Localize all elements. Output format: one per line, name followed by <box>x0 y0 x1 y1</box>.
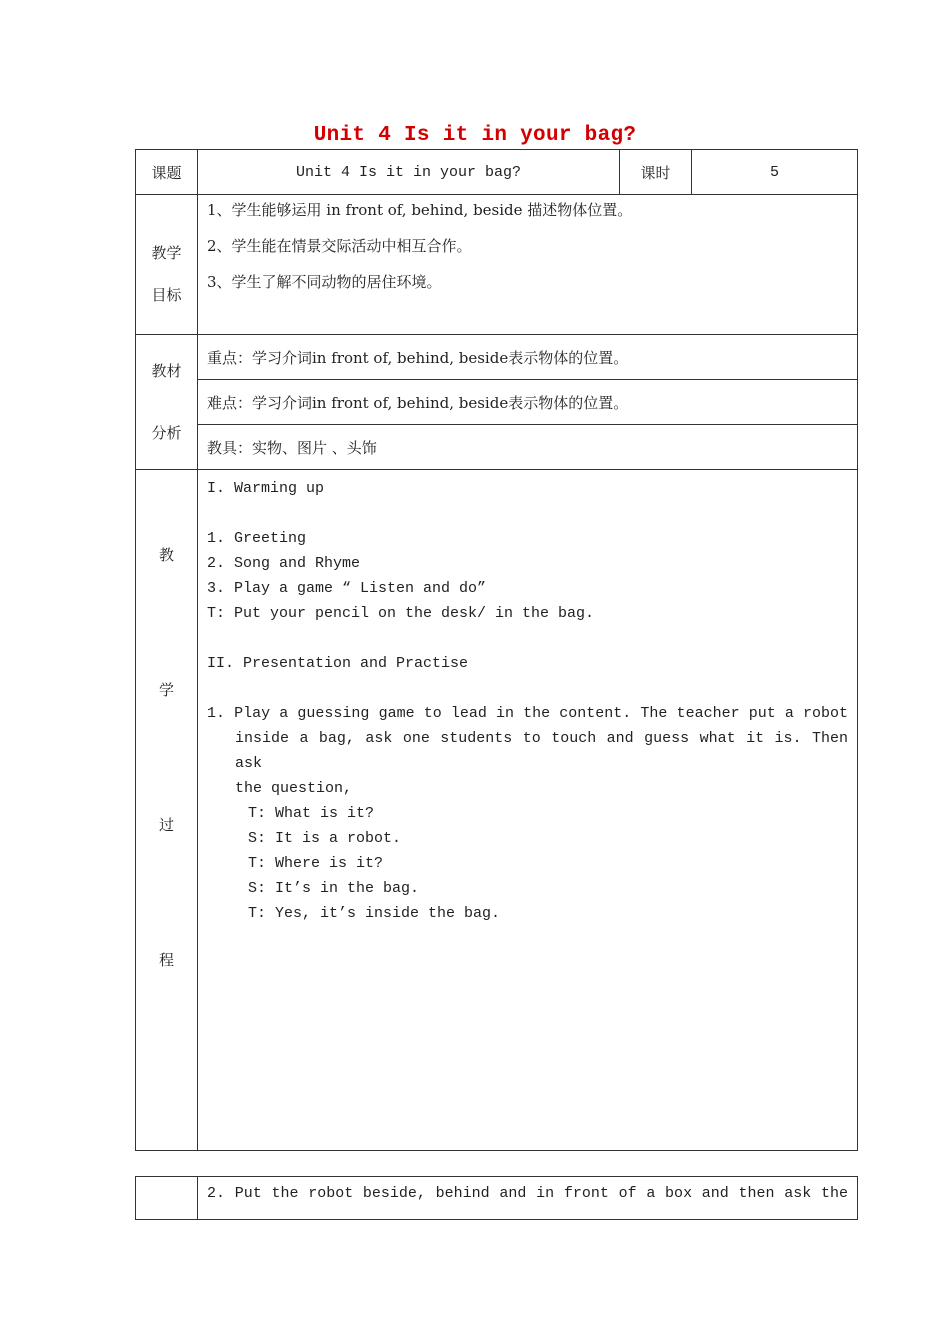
analysis-label <box>136 335 198 470</box>
process-label-char: 过 <box>158 816 174 834</box>
objectives-list <box>198 195 858 335</box>
dialogue-line: S: It’s in the bag. <box>248 880 420 897</box>
continuation-table <box>135 1176 858 1220</box>
step-text: 2. Put the robot beside, behind and in front of a box and then ask the <box>207 1185 848 1202</box>
document-title: Unit 4 Is it in your bag? <box>313 124 637 147</box>
objectives-label-top: 教学 <box>151 243 182 262</box>
key-point: 重点：学习介词in front of, behind, beside表示物体的位置。 <box>198 335 858 380</box>
step-text: the question, <box>235 780 353 797</box>
step-text: inside a bag, ask one students to touch and guess what it is. Then ask <box>235 730 848 772</box>
dialogue-line: T: Where is it? <box>248 855 384 872</box>
analysis-label-bottom: 分析 <box>151 424 182 442</box>
objective-item: 2、学生能在情景交际活动中相互合作。 <box>207 237 472 255</box>
continuation-cell <box>198 1177 858 1220</box>
blank-line <box>207 626 848 651</box>
teaching-tools: 教具：实物、图片 、头饰 <box>198 425 858 470</box>
list-item: T: Put your pencil on the desk/ in the bag. <box>207 605 595 622</box>
period-value: 5 <box>692 150 858 195</box>
list-item: 3. Play a game “ Listen and do” <box>207 580 487 597</box>
dialogue-line: T: What is it? <box>248 805 375 822</box>
step-text: 1. Play a guessing game to lead in the content. The teacher put a robot <box>207 705 848 722</box>
dialogue-line: S: It is a robot. <box>248 830 402 847</box>
period-label: 课时 <box>620 150 692 195</box>
process-label-char: 教 <box>158 546 174 564</box>
topic-value: Unit 4 Is it in your bag? <box>198 150 620 195</box>
process-label-char: 程 <box>158 951 174 969</box>
blank-line <box>207 501 848 526</box>
lesson-plan-table <box>135 149 858 1151</box>
dialogue-line: T: Yes, it’s inside the bag. <box>248 905 501 922</box>
process-label <box>136 470 198 1151</box>
teaching-process <box>198 470 858 1151</box>
topic-label: 课题 <box>136 150 198 195</box>
list-item: 1. Greeting <box>207 530 307 547</box>
objectives-label-bottom: 目标 <box>151 285 182 304</box>
difficult-point: 难点：学习介词in front of, behind, beside表示物体的位置。 <box>198 380 858 425</box>
process-label-char: 学 <box>158 681 174 699</box>
objectives-label <box>136 195 198 335</box>
objective-item: 3、学生了解不同动物的居住环境。 <box>207 273 442 291</box>
continuation-label-cell <box>136 1177 198 1220</box>
section-heading: I. Warming up <box>207 480 325 497</box>
objective-item: 1、学生能够运用 in front of, behind, beside 描述物体位置。 <box>207 201 633 219</box>
analysis-label-top: 教材 <box>151 362 182 380</box>
list-item: 2. Song and Rhyme <box>207 555 361 572</box>
section-heading: II. Presentation and Practise <box>207 655 469 672</box>
blank-line <box>207 676 848 701</box>
